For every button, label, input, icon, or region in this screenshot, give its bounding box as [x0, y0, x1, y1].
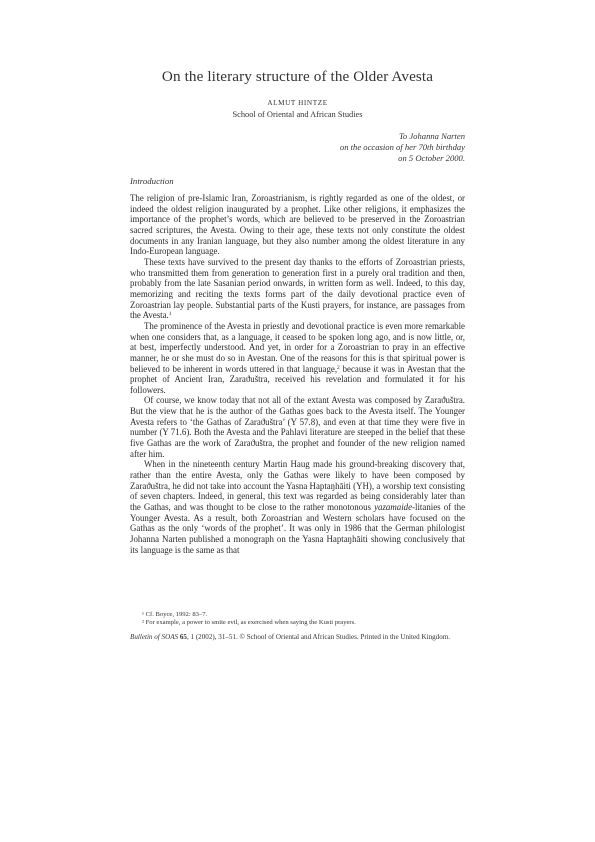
footnote-marker[interactable]: 1 [168, 311, 172, 318]
paragraph-text: When in the nineteenth century Martin Haug made his ground-breaking discovery that, rather than the entire Avesta, only the Gathas were likely to have been composed by Zaraϑuštra, he did not take into account the Yasna Haptaŋhāiti (YH), a worship text consisting of seven chapters. Indeed, in general, this text was regarded as being considerably later than the Gathas, and was thought to be close to the rather monotonous [130, 459, 465, 513]
footnote: ¹ Cf. Boyce, 1992: 83–7. [142, 611, 208, 618]
journal-volume: 65 [179, 633, 187, 641]
paragraph [130, 193, 465, 257]
paragraph [130, 459, 465, 555]
section-heading: Introduction [130, 176, 174, 186]
footnote-marker[interactable]: 2 [337, 364, 340, 371]
paragraph [130, 395, 465, 459]
footnote: ² For example, a power to smite evil, as exercised when saying the Kusti prayers. [142, 619, 356, 627]
article-title: On the literary structure of the Older Avesta [161, 68, 434, 85]
paragraph-text: The prominence of the Avesta in priestly and devotional practice is even more remarkable when one considers that, as a language, it ceased to be spoken long ago, and is now little, or, at best, imperfectly understood. And yet, in order for a Zoroastrian to pray in an effective manner, he or she must do so in Avestan. One of the reasons for this is that spiritual power is believed to be inherent in words uttered in that language, [130, 320, 465, 374]
journal-name: Bulletin of SOAS [130, 633, 179, 641]
paragraph-text: Of course, we know today that not all of the extant Avesta was composed by Zaraϑuštra. But the view that he is the author of the Gathas goes back to the Avesta itself. The Younger Avesta refers to ‘the Gathas of Zaraϑuštra’ (Y 57.8), and even at that time they were five in number (Y 71.6). Both the Avesta and the Pahlavi literature are steeped in the belief that these five Gathas are the work of Zaraϑuštra, the prophet and founder of the new religion named after him. [130, 395, 465, 459]
journal-citation [130, 633, 465, 643]
footnotes [130, 611, 465, 628]
paragraph-text: because it was in Avestan that the prophet of Ancient Iran, Zaraϑuštra, received his revelation and formulated it for his followers. [130, 363, 465, 395]
paragraph [130, 321, 465, 396]
paragraph [130, 257, 465, 321]
dedication [340, 131, 465, 165]
emphasis-term: yazamaide [374, 502, 413, 513]
paragraph-text: The religion of pre-Islamic Iran, Zoroastrianism, is rightly regarded as one of the oldest, or indeed the oldest religion inaugurated by a prophet. Like other religions, it emphasizes the importance of the prophet’s words, which are believed to be preserved in the Zoroastrian sacred scriptures, the Avesta. Owing to their age, these texts not only constitute the oldest documents in any Iranian language, but they also number among the oldest literature in any Indo-European language. [130, 193, 465, 257]
dedication-line: on the occasion of her 70th birthday [339, 142, 465, 153]
article-body [130, 193, 465, 555]
dedication-line: To Johanna Narten [398, 131, 465, 141]
author-name: ALMUT HINTZE [267, 99, 328, 107]
paragraph-text: -litanies of the Younger Avesta. As a result, both Zoroastrian and Western scholars have focused on the Gathas as the only ‘words of the prophet’. It was only in 1986 that the German philologist Johanna Narten published a monograph on the Yasna Haptaŋhāiti showing conclusively that its language is the same as that [130, 502, 466, 555]
author-affiliation: School of Oriental and African Studies [232, 110, 363, 119]
journal-details: , 1 (2002), 31–51. © School of Oriental and African Studies. Printed in the United Kingdom. [186, 633, 451, 641]
dedication-line: on 5 October 2000. [398, 153, 465, 164]
paragraph-text: These texts have survived to the present day thanks to the efforts of Zoroastrian priests, who transmitted them from generation to generation first in a purely oral tradition and then, probably from the late Sasanian period onwards, in written form as well. Indeed, to this day, memorizing and reciting the texts forms part of the daily devotional practice even of Zoroastrian lay people. Substantial parts of the Kusti prayers, for instance, are passages from the Avesta. [130, 256, 465, 321]
